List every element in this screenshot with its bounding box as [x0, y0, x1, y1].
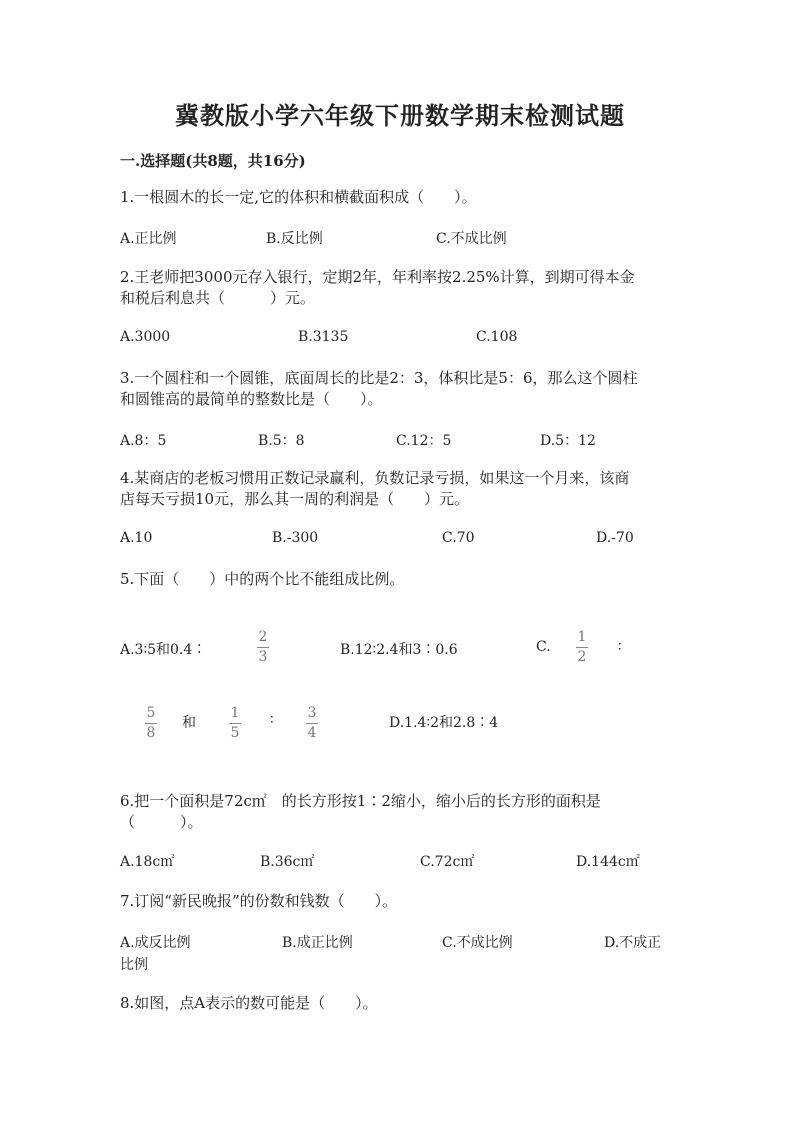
q4-option-d: D.-70: [596, 530, 634, 546]
fraction-bar: [229, 723, 241, 724]
q2-option-c: C.108: [476, 329, 518, 345]
question-3-line-1: 3.一个圆柱和一个圆锥，底面周长的比是2：3，体积比是5：6，那么这个圆柱: [120, 369, 638, 387]
q5-fraction-a: [257, 630, 269, 665]
question-4-line-1: 4.某商店的老板习惯用正数记录赢利，负数记录亏损，如果这一个月来，该商: [120, 469, 630, 487]
q6-option-b: B.36c㎡: [260, 854, 315, 870]
q1-option-c: C.不成比例: [436, 231, 507, 247]
q7-option-b: B.成正比例: [282, 935, 353, 951]
q3-option-d: D.5：12: [540, 433, 596, 449]
fraction-denominator: 3: [258, 649, 268, 665]
question-6-line-2: （ ）。: [120, 813, 203, 831]
question-2-line-2: 和税后利息共（ ）元。: [120, 289, 316, 307]
question-8: 8.如图，点A表示的数可能是（ ）。: [120, 994, 378, 1012]
q5-colon-1: ∶: [618, 639, 622, 655]
q1-option-b: B.反比例: [266, 231, 323, 247]
q3-option-a: A.8：5: [120, 433, 167, 449]
fraction-numerator: 1: [230, 705, 240, 721]
q4-option-c: C.70: [442, 530, 475, 546]
q7-option-d-continued: 比例: [120, 957, 148, 973]
question-4-line-2: 店每天亏损10元，那么其一周的利润是（ ）元。: [120, 490, 470, 508]
q5-fraction-c3: [229, 706, 241, 741]
q5-colon-2: ∶: [270, 712, 274, 728]
q6-option-a: A.18c㎡: [120, 854, 175, 870]
fraction-bar: [306, 723, 318, 724]
q3-option-b: B.5：8: [258, 433, 305, 449]
q3-option-c: C.12：5: [396, 433, 452, 449]
section-heading: 一.选择题(共8题，共16分): [120, 152, 306, 170]
q5-and: 和: [182, 715, 196, 731]
fraction-denominator: 5: [230, 725, 240, 741]
q4-option-a: A.10: [120, 530, 153, 546]
question-3-line-2: 和圆锥高的最简单的整数比是（ ）。: [120, 390, 383, 408]
fraction-bar: [257, 647, 269, 648]
fraction-numerator: 1: [577, 629, 587, 645]
fraction-denominator: 2: [577, 649, 587, 665]
q5-option-a-prefix: A.3∶5和0.4∶: [120, 642, 207, 658]
q2-option-a: A.3000: [120, 329, 171, 345]
question-1: 1.一根圆木的长一定,它的体积和横截面积成（ ）。: [120, 188, 477, 206]
question-6-line-1: 6.把一个面积是72c㎡ 的长方形按1∶2缩小，缩小后的长方形的面积是: [120, 792, 601, 810]
q5-fraction-c4: [306, 706, 318, 741]
fraction-numerator: 2: [258, 629, 268, 645]
q7-option-a: A.成反比例: [120, 935, 191, 951]
q2-option-b: B.3135: [298, 329, 349, 345]
fraction-denominator: 4: [307, 725, 317, 741]
page-title: 冀教版小学六年级下册数学期末检测试题: [175, 101, 625, 130]
fraction-bar: [145, 723, 157, 724]
fraction-denominator: 8: [146, 725, 156, 741]
q5-option-d: D.1.4∶2和2.8∶4: [389, 715, 499, 731]
fraction-bar: [576, 647, 588, 648]
q6-option-d: D.144c㎡: [576, 854, 640, 870]
q5-option-c-prefix: C.: [536, 639, 551, 655]
q7-option-d: D.不成正: [604, 935, 662, 951]
q5-fraction-c1: [576, 630, 588, 665]
fraction-numerator: 5: [146, 705, 156, 721]
question-5: 5.下面（ ）中的两个比不能组成比例。: [120, 570, 405, 588]
q6-option-c: C.72c㎡: [420, 854, 475, 870]
fraction-numerator: 3: [307, 705, 317, 721]
q5-option-b: B.12∶2.4和3∶0.6: [340, 642, 458, 658]
q4-option-b: B.-300: [272, 530, 319, 546]
question-7: 7.订阅“新民晚报”的份数和钱数（ ）。: [120, 892, 398, 910]
q5-fraction-c2: [145, 706, 157, 741]
question-2-line-1: 2.王老师把3000元存入银行，定期2年，年利率按2.25%计算，到期可得本金: [120, 268, 635, 286]
q7-option-c: C.不成比例: [442, 935, 513, 951]
q1-option-a: A.正比例: [120, 231, 177, 247]
